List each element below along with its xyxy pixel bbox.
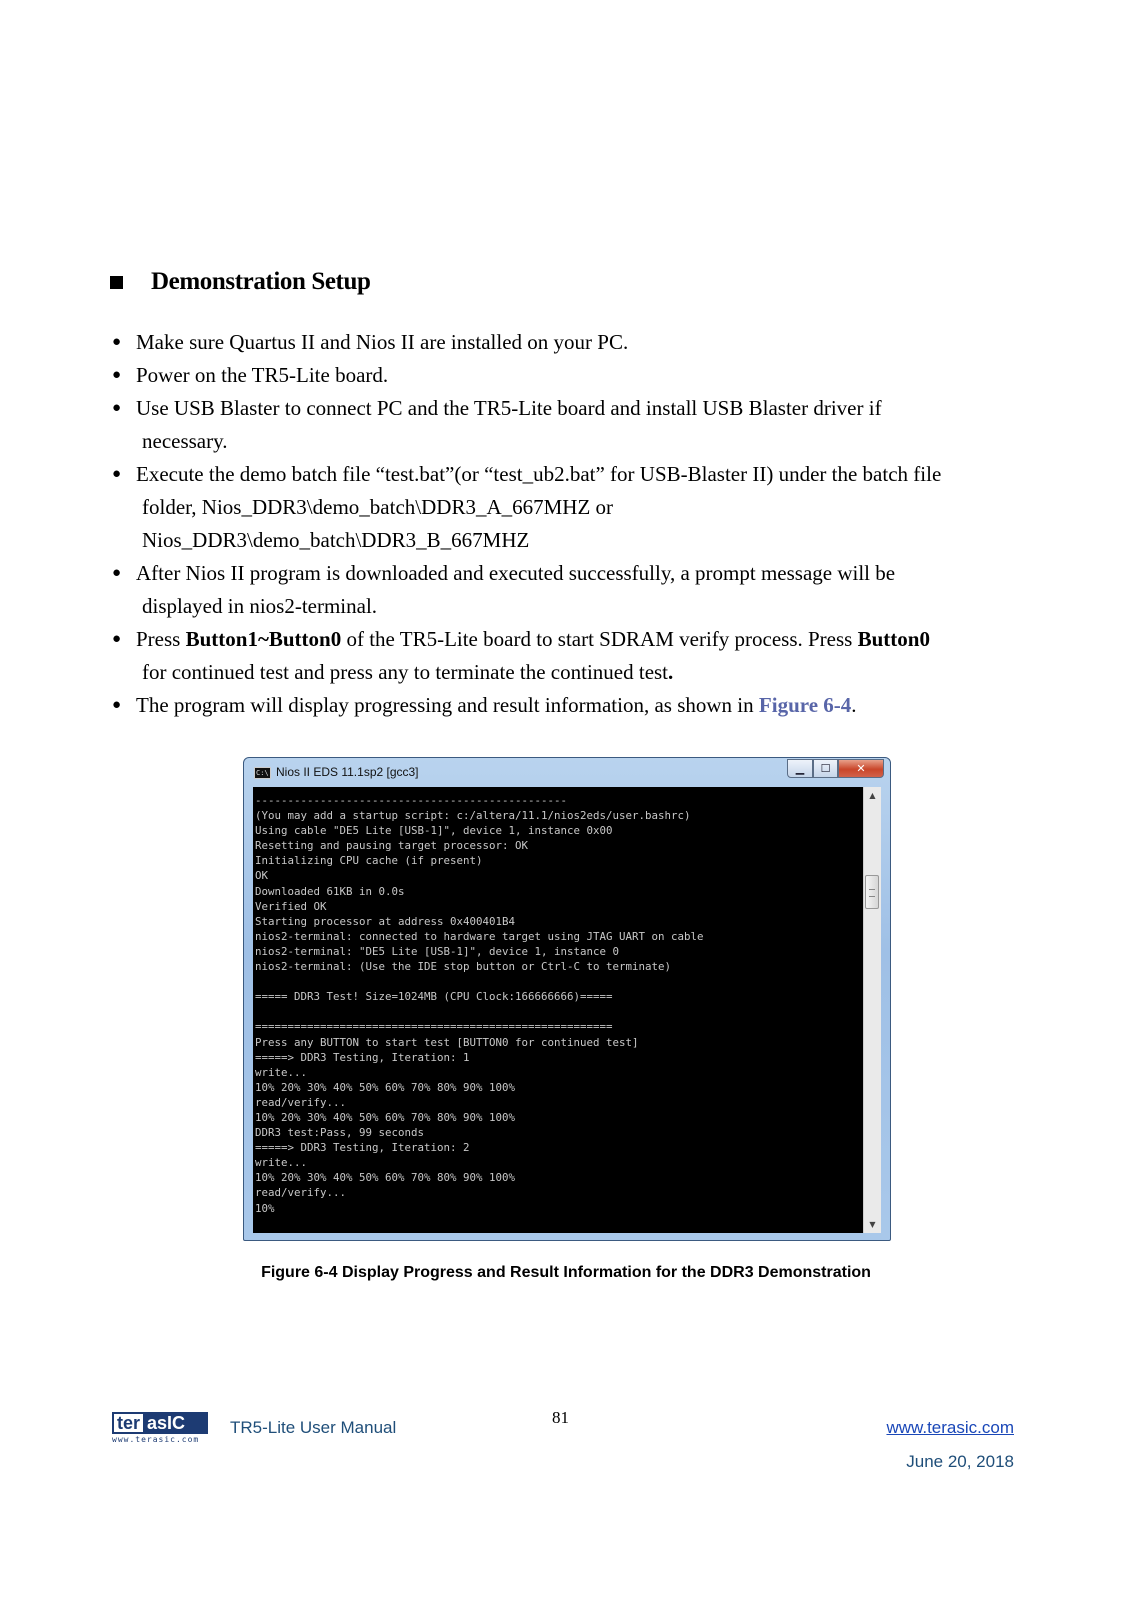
nios-terminal-window (243, 757, 891, 1241)
bullet-dot-icon: ● (112, 565, 122, 581)
list-item: ● Execute the demo batch file “test.bat”(or “test_ub2.bat” for USB-Blaster II) under the batch file folder, Nios_DDR3\demo_batch\DDR3_A_667MHZ or Nios_DDR3\demo_batch\DDR3_B_667MHZ (110, 458, 1030, 557)
bullet-dot-icon: ● (112, 631, 122, 647)
list-item: ● The program will display progressing and result information, as shown in Figure 6-4. (110, 689, 1030, 722)
list-item: ● Make sure Quartus II and Nios II are installed on your PC. (110, 326, 1030, 359)
scroll-thumb[interactable] (865, 875, 879, 909)
list-item: ● After Nios II program is downloaded and executed successfully, a prompt message will be displayed in nios2-terminal. (110, 557, 1030, 623)
grip-icon (869, 889, 875, 897)
vertical-scrollbar[interactable] (863, 787, 881, 1233)
button-name-text: Button0 (857, 627, 930, 651)
scroll-down-arrow-icon[interactable]: ▼ (869, 1220, 876, 1229)
figure-caption: Figure 6-4 Display Progress and Result Information for the DDR3 Demonstration (261, 1264, 871, 1281)
bullet-dot-icon: ● (112, 466, 122, 482)
section-heading (110, 268, 371, 296)
window-titlebar[interactable] (244, 758, 890, 786)
minimize-button[interactable]: ▁ (787, 759, 813, 778)
bullet-dot-icon: ● (112, 697, 122, 713)
console-app-icon: C:\ (254, 767, 271, 779)
list-item: ● Power on the TR5-Lite board. (110, 359, 1030, 392)
figure-link[interactable]: Figure 6-4 (758, 693, 852, 717)
setup-bullet-list (110, 326, 1030, 722)
window-controls (787, 759, 884, 778)
list-item: ● Use USB Blaster to connect PC and the TR5-Lite board and install USB Blaster driver if necessary. (110, 392, 1030, 458)
bullet-dot-icon: ● (112, 367, 122, 383)
footer-website-link[interactable]: www.terasic.com (886, 1418, 1014, 1437)
window-title: Nios II EDS 11.1sp2 [gcc3] (276, 765, 419, 779)
square-bullet-icon (110, 276, 123, 289)
close-button[interactable]: ✕ (838, 759, 884, 778)
scroll-up-arrow-icon[interactable]: ▲ (869, 791, 876, 800)
bullet-dot-icon: ● (112, 334, 122, 350)
page-number: 81 (552, 1408, 569, 1427)
bullet-dot-icon: ● (112, 400, 122, 416)
console-output[interactable] (253, 787, 863, 1233)
footer-manual-title: TR5-Lite User Manual (230, 1418, 397, 1437)
button-name-text: Button1~Button0 (185, 627, 342, 651)
console-text: ------------------------------------------------ (You may add a startup script: c:/altera/11.1/nios2eds/user.bashrc) Using cable "DE5 Lite [USB-1]", device 1, instance 0x00 Resetting and pausing target processor: OK Initializing CPU cache (if present) OK Downloaded 61KB in 0.0s Verified OK Starting processor at address 0x400401B4 nios2-terminal: connected to hardware target using JTAG UART on cable nios2-terminal: "DE5 Lite [USB-1]", device 1, instance 0 nios2-terminal: (Use the IDE stop button or Ctrl-C to terminate) ===== DDR3 Test! Size=1024MB (CPU Clock:166666666)===== ======================================================= Press any BUTTON to start test [BUTTON0 for continued test] =====> DDR3 Testing, Iteration: 1 write... 10% 20% 30% 40% 50% 60% 70% 80% 90% 100% read/verify... 10% 20% 30% 40% 50% 60% 70% 80% 90% 100% DDR3 test:Pass, 99 seconds =====> DDR3 Testing, Iteration: 2 write... 10% 20% 30% 40% 50% 60% 70% 80% 90% 100% read/verify... 10% (255, 794, 704, 1215)
footer-date: June 20, 2018 (906, 1452, 1014, 1471)
terasic-logo: ter asIC www.terasic.com (112, 1412, 208, 1444)
maximize-button[interactable]: ☐ (813, 759, 838, 778)
section-title: Demonstration Setup (151, 268, 371, 295)
list-item: ● Press Button1~Button0 of the TR5-Lite board to start SDRAM verify process. Press Button0 for continued test and press any to terminate the continued test. (110, 623, 1030, 689)
